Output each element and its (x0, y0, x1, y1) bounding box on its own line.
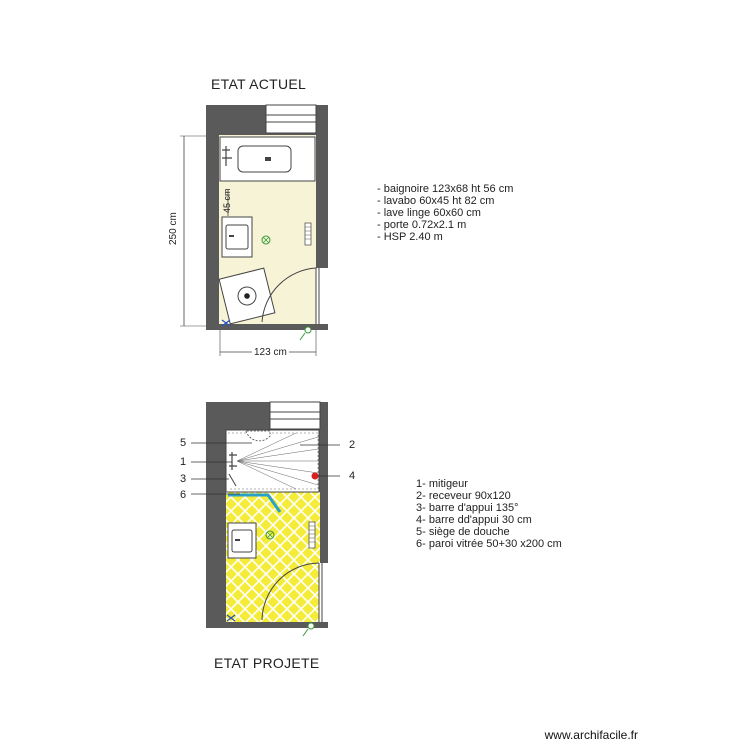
marker-4: 4 (349, 470, 356, 482)
note-line: - HSP 2.40 m (377, 231, 443, 243)
sink (228, 523, 256, 558)
window (270, 402, 320, 429)
note-line: - lavabo 60x45 ht 82 cm (377, 195, 495, 207)
window (266, 105, 316, 133)
note-line: 6- paroi vitrée 50+30 x200 cm (416, 538, 562, 550)
notes-projected (416, 478, 562, 550)
sink (222, 217, 252, 257)
marker-6: 6 (180, 489, 187, 501)
notes-current (377, 183, 513, 243)
shower-tray (226, 430, 319, 492)
grab-bar-marker (312, 473, 319, 480)
marker-3: 3 (180, 473, 187, 485)
plan-title-current: ETAT ACTUEL (211, 76, 307, 92)
note-line: - baignoire 123x68 ht 56 cm (377, 183, 514, 195)
light-icon (308, 623, 314, 629)
plan-projected (191, 402, 340, 636)
radiator (305, 223, 311, 245)
note-line: 1- mitigeur (416, 478, 468, 490)
dimension-height (180, 136, 206, 326)
note-line: 2- receveur 90x120 (416, 490, 511, 502)
footer-credit: www.archifacile.fr (544, 728, 638, 742)
marker-1: 1 (180, 456, 187, 468)
note-line: - lave linge 60x60 cm (377, 207, 481, 219)
note-line: 4- barre dd'appui 30 cm (416, 514, 532, 526)
marker-2: 2 (349, 439, 356, 451)
bathtub (220, 137, 315, 181)
plan-current (180, 105, 328, 356)
light-icon (305, 327, 311, 333)
dimension-width-label: 123 cm (254, 347, 287, 358)
note-line: - porte 0.72x2.1 m (377, 219, 467, 231)
dimension-small-label: 45 cm (222, 188, 232, 213)
marker-5: 5 (180, 437, 187, 449)
radiator (309, 522, 315, 548)
dimension-height-label: 250 cm (168, 212, 179, 245)
plan-title-projected: ETAT PROJETE (214, 655, 320, 671)
note-line: 5- siège de douche (416, 526, 510, 538)
note-line: 3- barre d'appui 135° (416, 502, 519, 514)
